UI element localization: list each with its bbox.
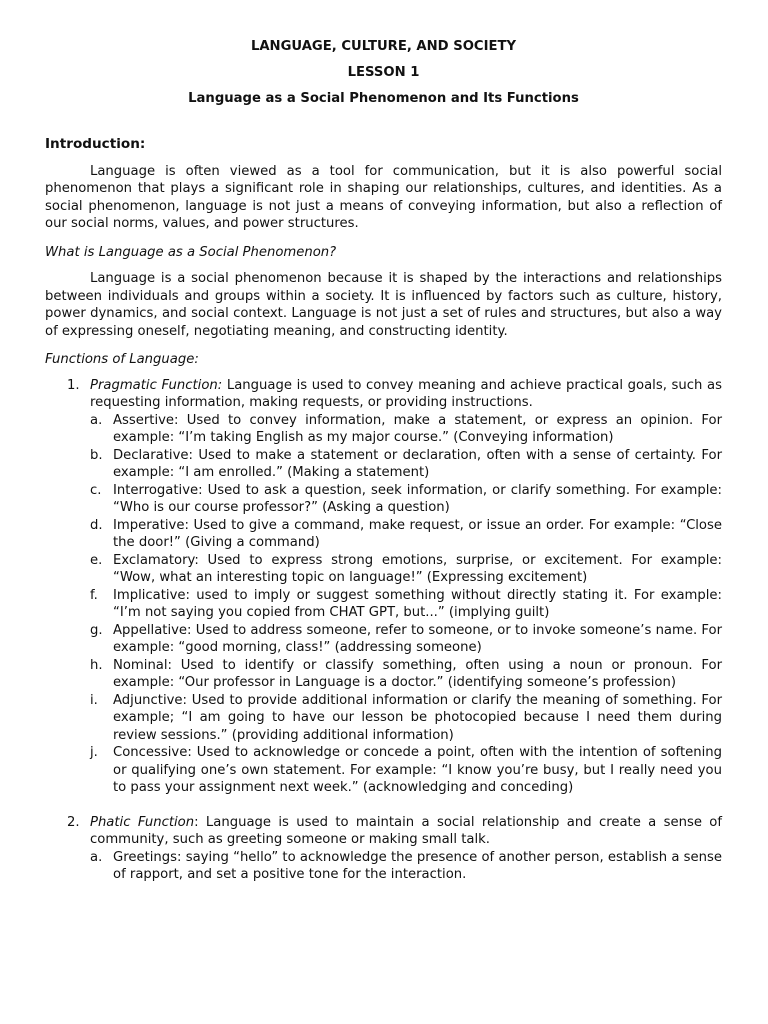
list-item [90, 482, 722, 517]
item-text: Assertive: Used to convey information, make a statement, or express an opinion. For example: “I’m taking English as my major course.” (Conveying information) [113, 412, 722, 445]
function-name: Pragmatic Function: [90, 377, 223, 393]
list-item [90, 552, 722, 587]
item-letter: a. [90, 412, 103, 428]
item-text: Nominal: Used to identify or classify something, often using a noun or pronoun. For example: “Our professor in Language is a doctor.” (identifying someone’s profession) [113, 657, 722, 690]
function-subitems [90, 412, 722, 797]
introduction-paragraph: Language is often viewed as a tool for communication, but it is also powerful social phenomenon that plays a significant role in shaping our relationships, cultures, and identities. As a social phenomenon, language is not just a means of conveying information, but also a reflection of our social norms, values, and power structures. [45, 163, 722, 231]
lesson-number: LESSON 1 [347, 65, 420, 80]
list-item [90, 744, 722, 797]
function-description: : Language is used to maintain a social relationship and create a sense of community, such as greeting someone or making small talk. [90, 814, 723, 847]
item-letter: e. [90, 552, 103, 568]
item-letter: d. [90, 517, 103, 533]
list-item [90, 447, 722, 482]
function-item [45, 377, 722, 797]
list-item [90, 622, 722, 657]
item-letter: f. [90, 587, 98, 603]
item-text: Concessive: Used to acknowledge or concede a point, often with the intention of softening or qualifying one’s own statement. For example: “I know you’re busy, but I really need you to pass your assignment next week.” (acknowledging and conceding) [113, 745, 722, 795]
item-letter: c. [90, 482, 102, 498]
lesson-subtitle: Language as a Social Phenomenon and Its Functions [188, 91, 579, 106]
item-text: Declarative: Used to make a statement or declaration, often with a sense of certainty. For example: “I am enrolled.” (Making a statement) [113, 447, 722, 480]
item-letter: j. [90, 745, 98, 760]
item-text: Interrogative: Used to ask a question, seek information, or clarify something. For example: “Who is our course professor?” (Asking a question) [113, 482, 722, 515]
course-title: LANGUAGE, CULTURE, AND SOCIETY [250, 39, 517, 54]
item-letter: h. [90, 657, 103, 673]
answer-paragraph: Language is a social phenomenon because it is shaped by the interactions and relationships between individuals and groups within a society. It is influenced by factors such as culture, history, power dynamics, and social context. Language is not just a set of rules and structures, but also a way of expressing oneself, negotiating meaning, and constructing identity. [45, 271, 722, 339]
list-item [90, 587, 722, 622]
section-question: What is Language as a Social Phenomenon? [45, 244, 337, 260]
list-item [90, 849, 722, 884]
list-item [90, 692, 722, 745]
function-number: 2. [67, 814, 80, 830]
item-letter: i. [90, 692, 98, 708]
function-description: Language is used to convey meaning and achieve practical goals, such as requesting information, making requests, or providing instructions. [90, 377, 722, 410]
function-number: 1. [67, 377, 80, 393]
list-item [90, 657, 722, 692]
introduction-heading: Introduction: [45, 136, 146, 152]
item-text: Implicative: used to imply or suggest something without directly stating it. For example: “I’m not saying you copied from CHAT GPT, but...” (implying guilt) [113, 587, 722, 620]
function-item [45, 814, 722, 884]
item-letter: b. [90, 447, 103, 463]
item-text: Exclamatory: Used to express strong emotions, surprise, or excitement. For example: “Wow, what an interesting topic on language!” (Expressing excitement) [113, 552, 722, 585]
item-letter: a. [90, 849, 103, 865]
functions-list [45, 377, 722, 884]
item-text: Adjunctive: Used to provide additional information or clarify the meaning of something. For example; “I am going to have our lesson be photocopied because I need them during review sessions.” (providing additional information) [113, 692, 722, 743]
function-name: Phatic Function [90, 814, 195, 830]
functions-heading: Functions of Language: [45, 352, 199, 367]
item-text: Imperative: Used to give a command, make request, or issue an order. For example: “Close the door!” (Giving a command) [113, 517, 722, 550]
item-text: Appellative: Used to address someone, refer to someone, or to invoke someone’s name. For example: “good morning, class!” (addressing someone) [113, 622, 722, 655]
list-item [90, 517, 722, 552]
item-text: Greetings: saying “hello” to acknowledge the presence of another person, establish a sense of rapport, and set a positive tone for the interaction. [113, 849, 722, 882]
item-letter: g. [90, 622, 103, 638]
function-subitems [90, 849, 722, 884]
list-item [90, 412, 722, 447]
